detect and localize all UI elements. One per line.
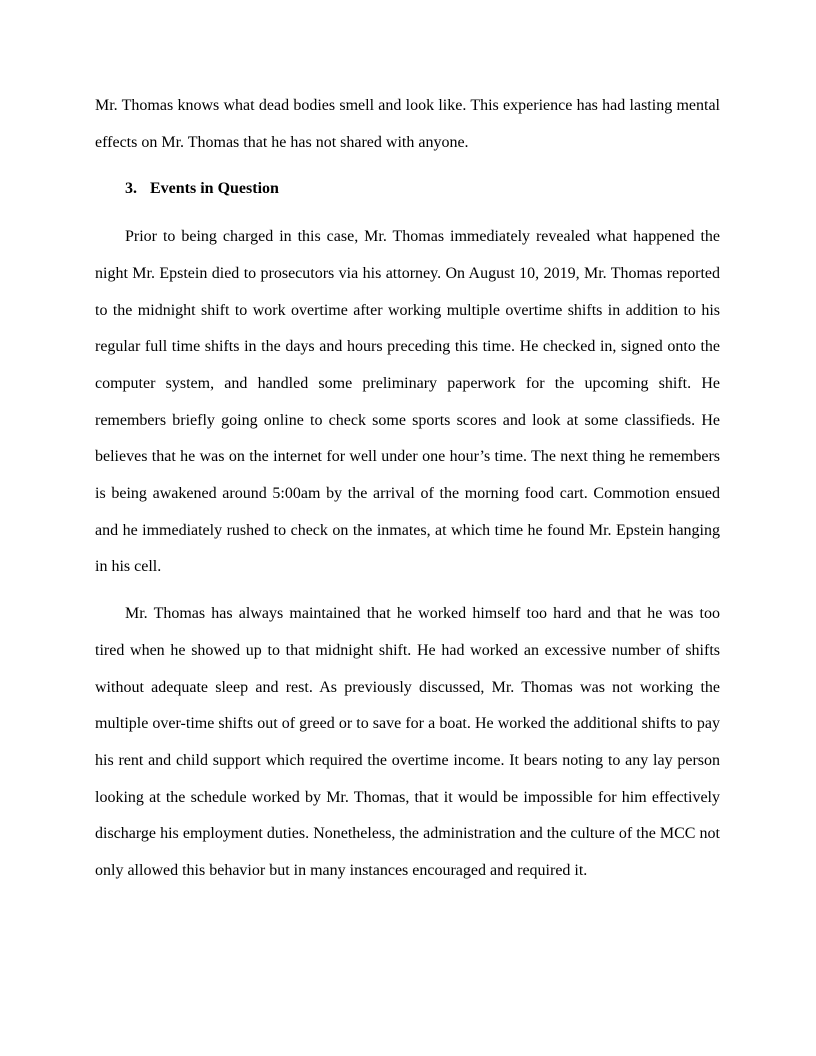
body-paragraph: Mr. Thomas has always maintained that he worked himself too hard and that he was too tired when he showed up to that midnight shift. He had worked an excessive number of shifts without adequate sleep and rest. As previously discussed, Mr. Thomas was not working the multiple over-time shifts out of greed or to save for a boat. He worked the additional shifts to pay his rent and child support which required the overtime income. It bears noting to any lay person looking at the schedule worked by Mr. Thomas, that it would be impossible for him effectively discharge his employment duties. Nonetheless, the administration and the culture of the MCC not only allowed this behavior but in many instances encouraged and required it. (95, 605, 720, 880)
section-number: 3. (125, 180, 137, 198)
body-paragraph: Prior to being charged in this case, Mr. Thomas immediately revealed what happened the night Mr. Epstein died to prosecutors via his attorney. On August 10, 2019, Mr. Thomas reported to the midnight shift to work overtime after working multiple overtime shifts in addition to his regular full time shifts in the days and hours preceding this time. He checked in, signed onto the computer system, and handled some preliminary paperwork for the upcoming shift. He remembers briefly going online to check some sports scores and look at some classifieds. He believes that he was on the internet for well under one hour’s time. The next thing he remembers is being awakened around 5:00am by the arrival of the morning food cart. Commotion ensued and he immediately rushed to check on the inmates, at which time he found Mr. Epstein hanging in his cell. (95, 228, 720, 576)
section-heading (95, 171, 720, 208)
continuation-paragraph: Mr. Thomas knows what dead bodies smell and look like. This experience has had lasting mental effects on Mr. Thomas that he has not shared with anyone. (95, 97, 720, 151)
section-title: Events in Question (150, 180, 279, 198)
document-body (95, 88, 720, 900)
